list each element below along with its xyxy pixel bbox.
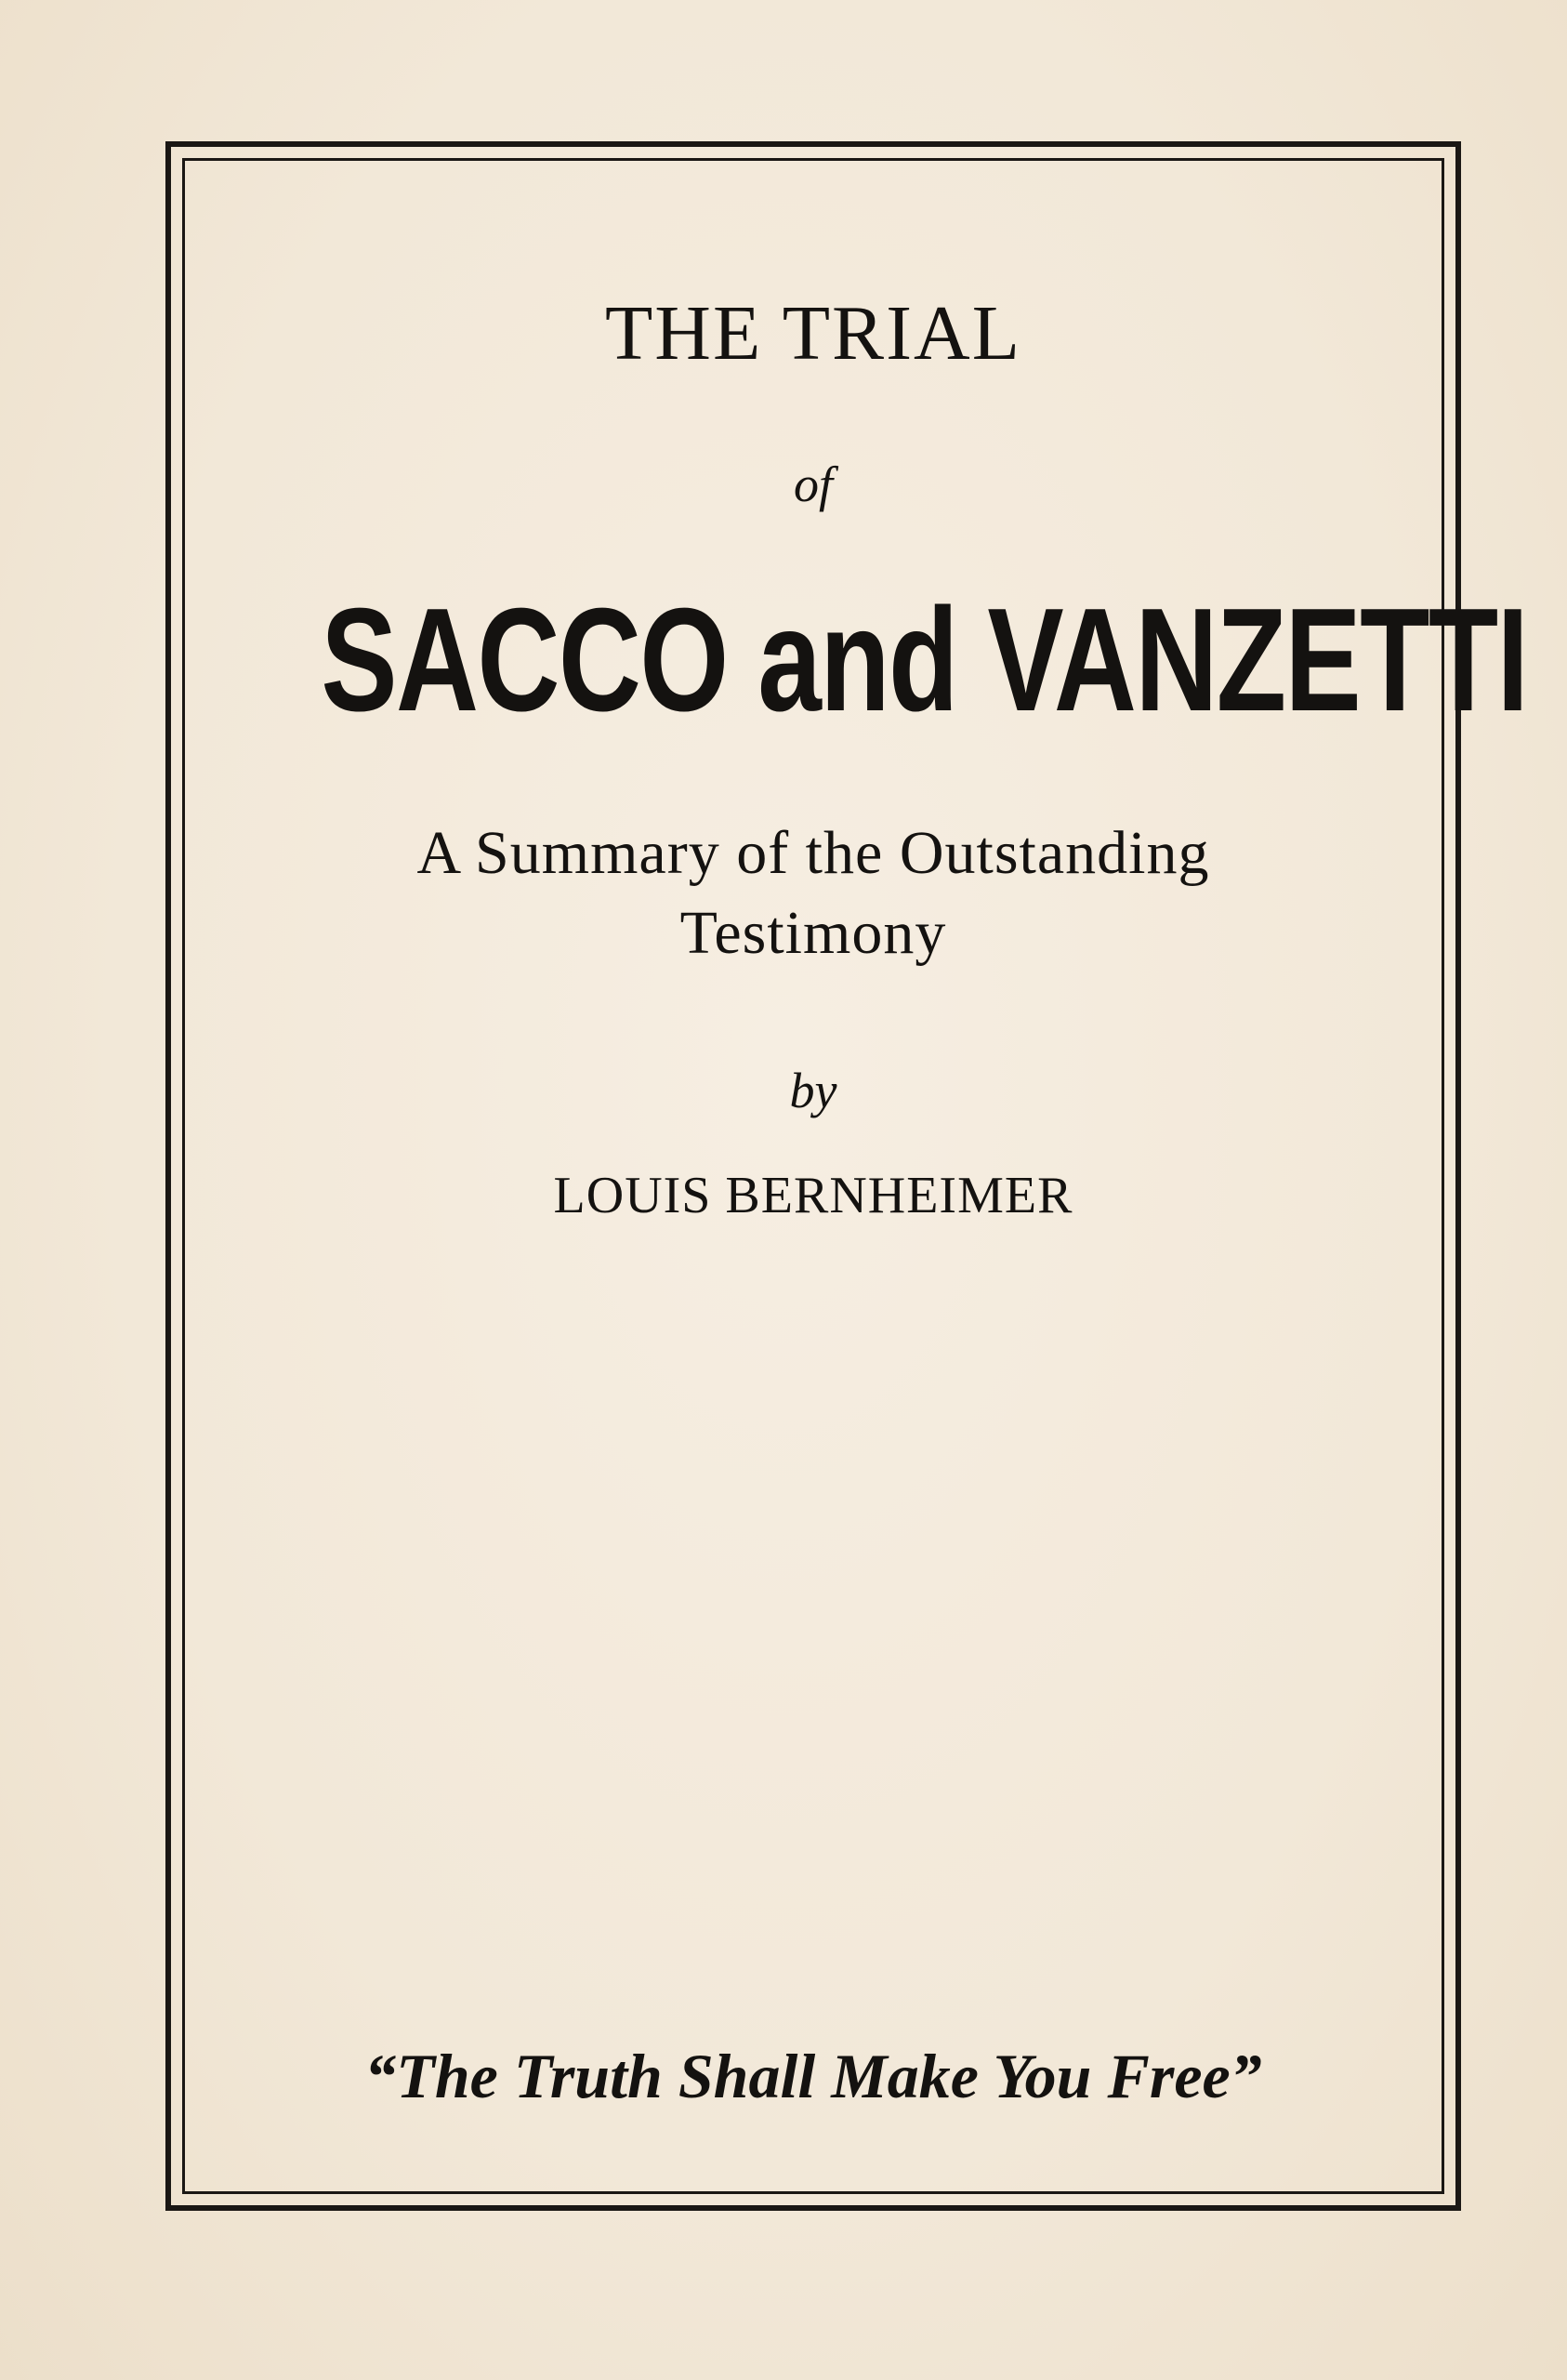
title-connector: of <box>793 456 833 512</box>
subtitle-line-2: Testimony <box>679 899 947 967</box>
byline-connector: by <box>789 1063 837 1118</box>
subtitle-line-1: A Summary of the Outstanding <box>416 819 1210 887</box>
motto-quote: “The Truth Shall Make You Free” <box>364 2041 1262 2111</box>
author-name: LOUIS BERNHEIMER <box>553 1167 1073 1224</box>
main-title: SACCO and VANZETTI <box>321 578 1528 742</box>
title-top-line: THE TRIAL <box>604 290 1022 377</box>
